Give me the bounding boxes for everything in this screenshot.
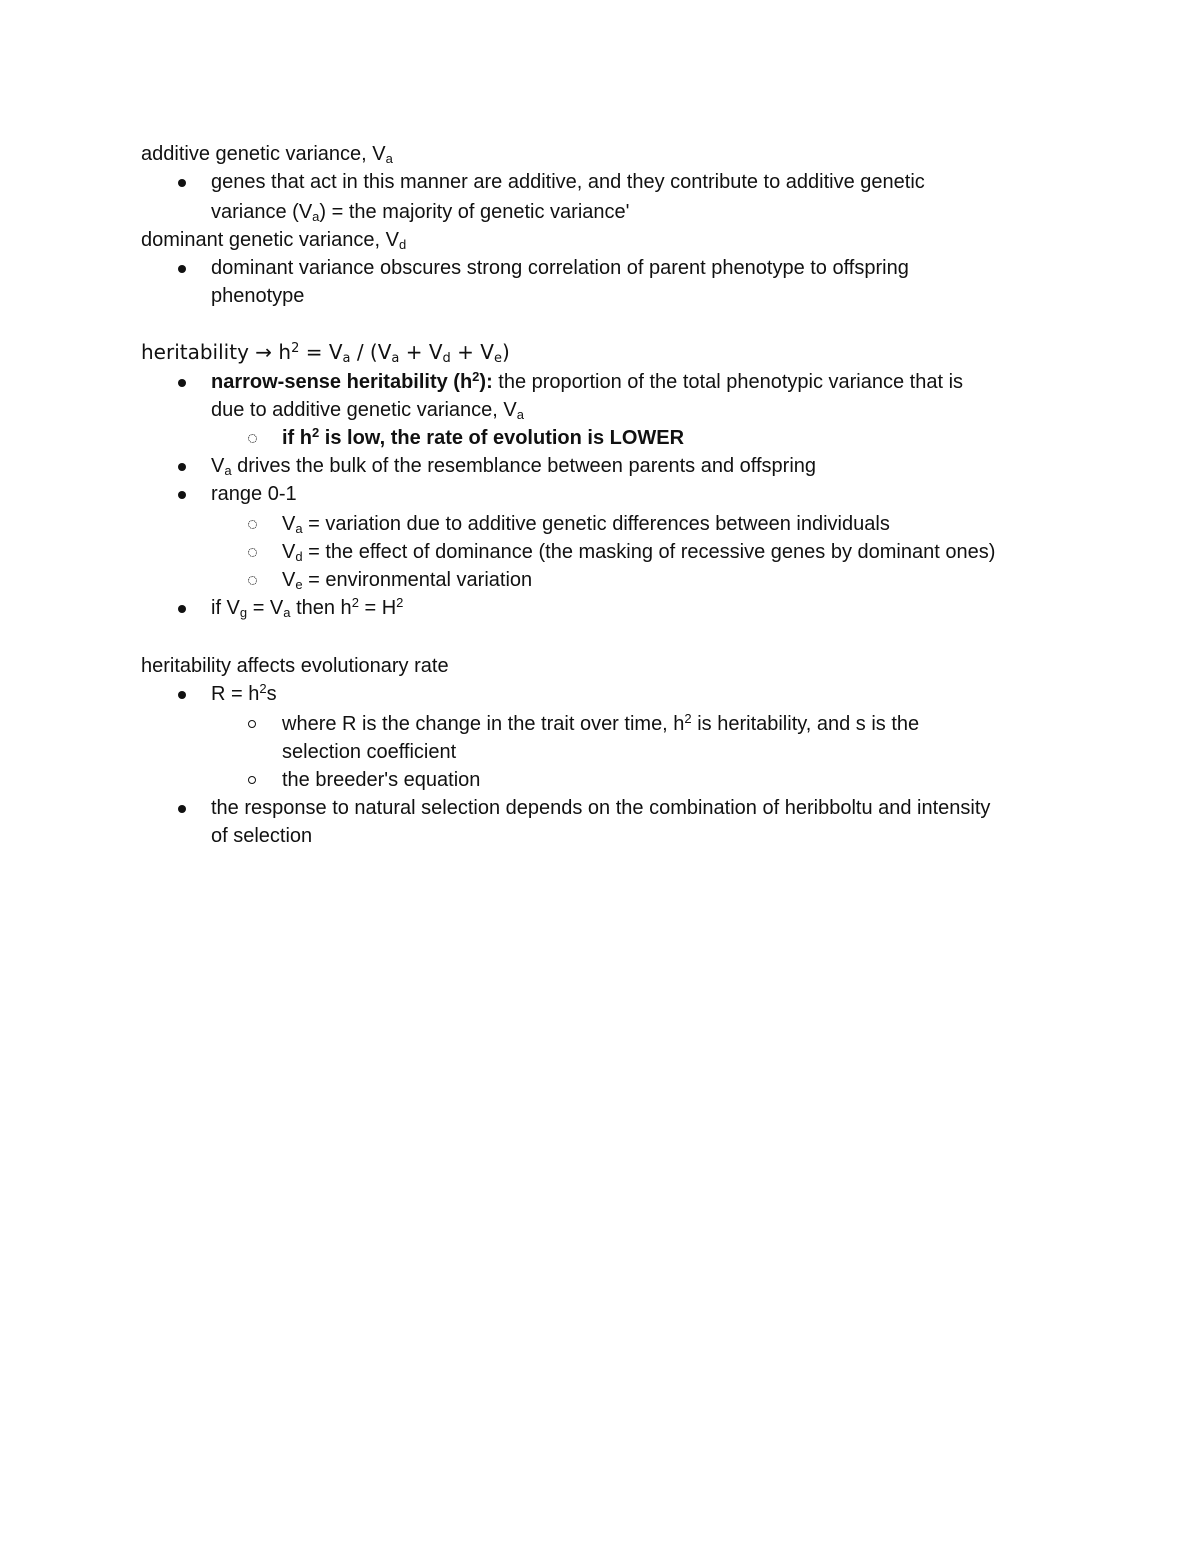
sub-list-item-text: where R is the change in the trait over time, $h^2$ is heritability, and s is the [282, 711, 920, 735]
list-item-text: the response to natural selection depends on the combination of heribboltu and intensity [211, 797, 991, 819]
bullet-icon [178, 491, 186, 499]
bullet-icon [178, 605, 186, 613]
sub-list-item-text: the breeder's equation [282, 769, 481, 791]
sub-bullet-icon [248, 548, 257, 557]
sub-bullet-icon [248, 720, 256, 728]
sub-bullet-icon [248, 776, 256, 784]
list-item-text: $R = h^2s$ [211, 681, 277, 705]
list-item-text-cont: due to additive genetic variance, $V_a$ [211, 399, 524, 422]
list-item-text: genes that act in this manner are additive, and they contribute to additive genetic [211, 171, 925, 193]
list-item-text-cont: phenotype [211, 285, 305, 307]
section-heading-dominant: dominant genetic variance, $V_d$ [141, 229, 407, 252]
sub-list-item-text-cont: selection coefficient [282, 741, 457, 763]
bullet-icon [178, 265, 186, 273]
bullet-icon [178, 379, 186, 387]
section-heading-evolutionary-rate: heritability affects evolutionary rate [141, 655, 449, 677]
section-heading-additive: additive genetic variance, $V_a$ [141, 143, 393, 166]
sub-list-item-text: $V_e$ = environmental variation [282, 569, 533, 592]
list-item-text: if $V_g = V_a$ then $h^2 = H^2$ [211, 595, 404, 620]
sub-list-item-text: $V_d$ = the effect of dominance (the masking of recessive genes by dominant ones) [282, 541, 996, 564]
sub-bullet-icon [248, 434, 257, 443]
bullet-icon [178, 179, 186, 187]
list-item-text: $V_a$ drives the bulk of the resemblance between parents and offspring [211, 455, 817, 478]
list-item-text-cont: variance $(V_a)$ = the majority of genetic variance' [211, 201, 630, 224]
list-item-text: narrow-sense heritability $(h^2)$: the proportion of the total phenotypic variance that is [211, 369, 964, 393]
list-item-text-cont: of selection [211, 825, 313, 847]
bullet-icon [178, 463, 186, 471]
list-item-text: dominant variance obscures strong correlation of parent phenotype to offspring [211, 257, 909, 279]
sub-list-item-text: $V_a$ = variation due to additive genetic differences between individuals [282, 513, 890, 536]
section-heading-heritability: heritability → $h^2 = V_a / (V_a + V_d + V_e)$ [141, 340, 510, 366]
bullet-icon [178, 805, 186, 813]
list-item-text: range 0-1 [211, 483, 297, 505]
bullet-icon [178, 691, 186, 699]
sub-list-item-text: if $h^2$ is low, the rate of evolution is LOWER [282, 425, 685, 449]
sub-bullet-icon [248, 520, 257, 529]
sub-bullet-icon [248, 576, 257, 585]
